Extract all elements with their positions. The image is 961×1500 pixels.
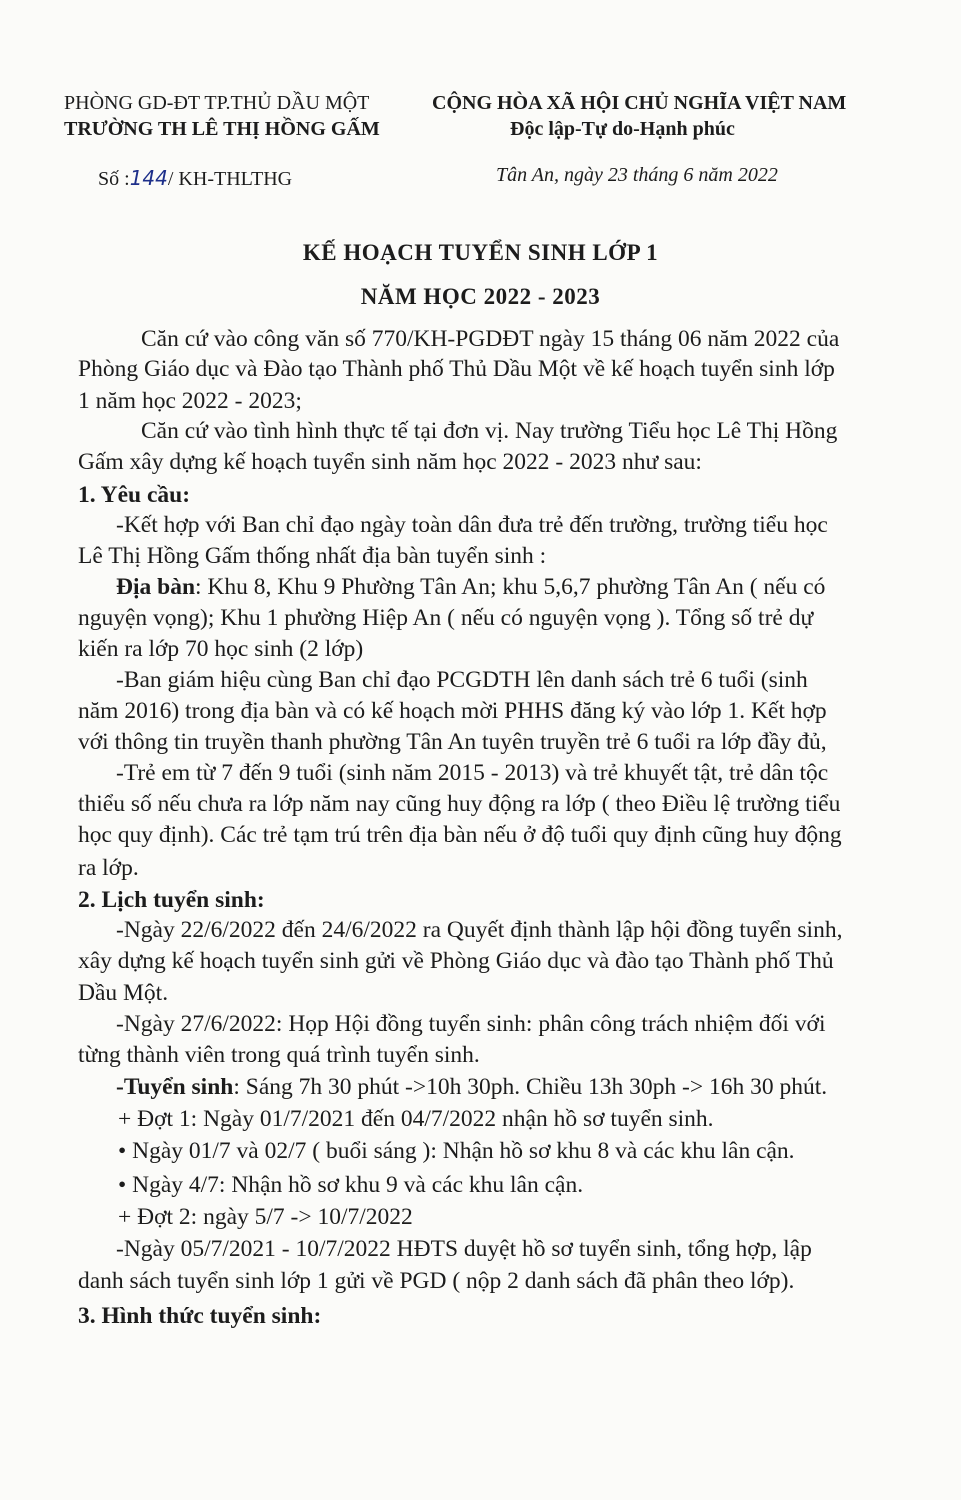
body-line: từng thành viên trong quá trình tuyển sinh. <box>78 1042 480 1068</box>
document-number <box>98 166 292 191</box>
bullet-icon: • <box>118 1138 127 1164</box>
section-heading: 3. Hình thức tuyển sinh: <box>78 1303 322 1329</box>
bullet-text: Ngày 4/7: Nhận hồ sơ khu 9 và các khu lân cận. <box>132 1172 584 1198</box>
body-line: với thông tin truyền thanh phường Tân An tuyên truyền trẻ 6 tuổi ra lớp đầy đủ, <box>78 729 827 755</box>
document-number-suffix: / KH-THLTHG <box>167 168 293 190</box>
document-title: KẾ HOẠCH TUYỂN SINH LỚP 1 <box>302 240 659 265</box>
bullet-item <box>118 1138 795 1165</box>
area-line <box>116 574 825 601</box>
body-line: Dầu Một. <box>78 980 169 1006</box>
body-line: Căn cứ vào tình hình thực tế tại đơn vị. Nay trường Tiểu học Lê Thị Hồng <box>141 418 838 444</box>
body-line: + Đợt 1: Ngày 01/7/2021 đến 04/7/2022 nhận hồ sơ tuyển sinh. <box>118 1106 714 1132</box>
section-heading: 2. Lịch tuyển sinh: <box>78 887 265 913</box>
document-subtitle: NĂM HỌC 2022 - 2023 <box>360 284 601 309</box>
body-line: 1 năm học 2022 - 2023; <box>78 388 302 414</box>
body-line: kiến ra lớp 70 học sinh (2 lớp) <box>78 636 364 662</box>
body-line: -Ngày 22/6/2022 đến 24/6/2022 ra Quyết định thành lập hội đồng tuyển sinh, <box>116 917 843 943</box>
body-line: học quy định). Các trẻ tạm trú trên địa bàn nếu ở độ tuổi quy định cũng huy động <box>78 822 842 848</box>
body-line: -Ban giám hiệu cùng Ban chỉ đạo PCGDTH lên danh sách trẻ 6 tuổi (sinh <box>116 667 808 693</box>
body-line: Căn cứ vào công văn số 770/KH-PGDĐT ngày 15 tháng 06 năm 2022 của <box>141 326 840 352</box>
body-line: ra lớp. <box>78 855 139 881</box>
admission-hours-label: -Tuyển sinh <box>116 1074 234 1100</box>
national-motto: Độc lập-Tự do-Hạnh phúc <box>510 118 735 140</box>
area-text: : Khu 8, Khu 9 Phường Tân An; khu 5,6,7 phường Tân An ( nếu có <box>195 574 826 600</box>
bullet-text: Ngày 01/7 và 02/7 ( buổi sáng ): Nhận hồ sơ khu 8 và các khu lân cận. <box>132 1138 795 1164</box>
body-line: -Ngày 27/6/2022: Họp Hội đồng tuyển sinh: phân công trách nhiệm đối với <box>116 1011 826 1037</box>
body-line: Phòng Giáo dục và Đào tạo Thành phố Thủ Dầu Một về kế hoạch tuyển sinh lớp <box>78 356 835 382</box>
body-line: thiểu số nếu chưa ra lớp năm nay cũng huy động ra lớp ( theo Điều lệ trường tiểu <box>78 791 841 817</box>
document-number-prefix: Số : <box>98 168 130 190</box>
body-line: nguyện vọng); Khu 1 phường Hiệp An ( nếu có nguyện vọng ). Tổng số trẻ dự <box>78 605 814 631</box>
national-title: CỘNG HÒA XÃ HỘI CHỦ NGHĨA VIỆT NAM <box>432 92 847 114</box>
department-name: PHÒNG GD-ĐT TP.THỦ DẦU MỘT <box>64 92 370 114</box>
school-name: TRƯỜNG TH LÊ THỊ HỒNG GẤM <box>64 118 380 140</box>
section-heading: 1. Yêu cầu: <box>78 482 191 508</box>
admission-hours-line <box>116 1074 827 1101</box>
area-label: Địa bàn <box>116 574 196 600</box>
body-line: + Đợt 2: ngày 5/7 -> 10/7/2022 <box>118 1204 413 1230</box>
document-date: Tân An, ngày 23 tháng 6 năm 2022 <box>496 164 778 186</box>
document-number-handwritten: 144 <box>129 166 168 190</box>
bullet-item <box>118 1172 583 1199</box>
body-line: Gấm xây dựng kế hoạch tuyển sinh năm học 2022 - 2023 như sau: <box>78 449 702 475</box>
body-line: -Trẻ em từ 7 đến 9 tuổi (sinh năm 2015 - 2013) và trẻ khuyết tật, trẻ dân tộc <box>116 760 829 786</box>
body-line: năm 2016) trong địa bàn và có kế hoạch mời PHHS đăng ký vào lớp 1. Kết hợp <box>78 698 827 724</box>
body-line: Lê Thị Hồng Gấm thống nhất địa bàn tuyển sinh : <box>78 543 547 569</box>
bullet-icon: • <box>118 1172 127 1198</box>
admission-hours-text: : Sáng 7h 30 phút ->10h 30ph. Chiều 13h 30ph -> 16h 30 phút. <box>233 1074 828 1100</box>
body-line: xây dựng kế hoạch tuyển sinh gửi về Phòng Giáo dục và đào tạo Thành phố Thủ <box>78 948 834 974</box>
body-line: -Ngày 05/7/2021 - 10/7/2022 HĐTS duyệt hồ sơ tuyển sinh, tổng hợp, lập <box>116 1236 812 1262</box>
body-line: danh sách tuyển sinh lớp 1 gửi về PGD ( nộp 2 danh sách đã phân theo lớp). <box>78 1268 795 1294</box>
body-line: -Kết hợp với Ban chỉ đạo ngày toàn dân đưa trẻ đến trường, trường tiểu học <box>116 512 828 538</box>
